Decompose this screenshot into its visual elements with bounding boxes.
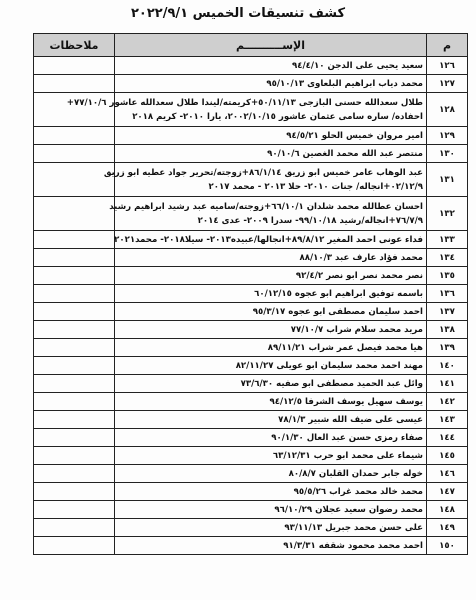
row-number: ١٤٢ — [427, 393, 468, 411]
row-name — [115, 501, 427, 519]
row-name — [115, 285, 427, 303]
row-notes — [34, 285, 115, 303]
table-row — [34, 375, 468, 393]
name-line: محمد خالد محمد غراب ٩٥/٥/٢٦ — [293, 486, 423, 497]
row-name — [115, 145, 427, 163]
row-name — [115, 465, 427, 483]
schedule-table — [33, 33, 468, 555]
row-name — [115, 519, 427, 537]
name-line: شيماء على محمد ابو حرب ٦٣/١٢/٣١ — [272, 450, 423, 461]
name-line: فداء عونى احمد المغير ٨٩/٨/١٢+انجالها/عبيده٢٠١٣- سيلا٢٠١٨- محمد٢٠٢١ — [114, 234, 423, 245]
name-line: مريد محمد سلام شراب ٧٧/١٠/٧ — [290, 324, 423, 335]
table-row — [34, 303, 468, 321]
row-number: ١٣٢ — [427, 197, 468, 231]
name-line: عبد الوهاب عامر خميس ابو زريق ٨٦/١/١٤+زوجته/تحرير جواد عطيه ابو زريق — [103, 167, 423, 178]
row-notes — [34, 197, 115, 231]
name-line: محمد رضوان سعيد عجلان ٩٦/١٠/٢٩ — [274, 504, 423, 515]
table-row — [34, 75, 468, 93]
row-notes — [34, 163, 115, 197]
name-line: امير مروان خميس الحلو ٩٤/٥/٢١ — [286, 130, 423, 141]
row-number: ١٤٧ — [427, 483, 468, 501]
table-header-row — [34, 34, 468, 57]
row-name — [115, 267, 427, 285]
row-notes — [34, 249, 115, 267]
row-notes — [34, 127, 115, 145]
table-row — [34, 537, 468, 555]
row-name — [115, 75, 427, 93]
row-notes — [34, 393, 115, 411]
table-row — [34, 321, 468, 339]
header-number: م — [427, 34, 468, 57]
row-number: ١٣٥ — [427, 267, 468, 285]
row-name — [115, 537, 427, 555]
row-name — [103, 163, 427, 197]
name-line: منتصر عبد الله محمد الغصين ٩٠/١٠/٦ — [267, 148, 423, 159]
row-name — [115, 303, 427, 321]
row-number: ١٣٨ — [427, 321, 468, 339]
row-number: ١٢٧ — [427, 75, 468, 93]
table-row — [34, 447, 468, 465]
table-row — [34, 483, 468, 501]
row-number: ١٤٦ — [427, 465, 468, 483]
table-row — [34, 197, 468, 231]
row-notes — [34, 465, 115, 483]
name-line: مهند احمد محمد سليمان ابو عويلى ٨٢/١١/٢٧ — [235, 360, 423, 371]
row-name — [115, 447, 427, 465]
row-name — [115, 357, 427, 375]
row-notes — [34, 519, 115, 537]
name-line: وائل عبد الحميد مصطفى ابو صفيه ٧٣/٦/٣٠ — [240, 378, 423, 389]
row-notes — [34, 483, 115, 501]
header-notes: ملاحظات — [34, 34, 115, 57]
table-row — [34, 57, 468, 75]
table-row — [34, 501, 468, 519]
row-number: ١٣١ — [427, 163, 468, 197]
row-name — [115, 321, 427, 339]
name-line: صفاء رمزى حسن عبد العال ٩٠/١/٣٠ — [271, 432, 423, 443]
table-row — [34, 127, 468, 145]
table-row — [34, 411, 468, 429]
row-name — [115, 249, 427, 267]
table-row — [34, 145, 468, 163]
row-number: ١٢٦ — [427, 57, 468, 75]
name-line: هيا محمد فيصل عمر شراب ٨٩/١١/٢١ — [267, 342, 423, 353]
name-line: احمد سليمان مصطفى ابو عجوه ٩٥/٣/١٧ — [252, 306, 423, 317]
row-number: ١٢٩ — [427, 127, 468, 145]
row-notes — [34, 447, 115, 465]
row-number: ١٤٩ — [427, 519, 468, 537]
row-number: ١٤١ — [427, 375, 468, 393]
table-row — [34, 339, 468, 357]
name-line: خوله جابر حمدان القلبان ٨٠/٨/٧ — [288, 468, 423, 479]
row-name — [66, 93, 427, 127]
name-line: احفاده/ ساره سامى عثمان عاشور ٢٠٠٢/١٠/١٥، يارا ٢٠١٠- كريم ٢٠١٨ — [132, 111, 423, 122]
row-notes — [34, 411, 115, 429]
row-name — [115, 411, 427, 429]
row-number: ١٣٣ — [427, 231, 468, 249]
table-row — [34, 465, 468, 483]
table-row — [34, 231, 468, 249]
row-notes — [34, 375, 115, 393]
name-line: احسان عطالله محمد شلدان ٦٦/١٠/١+زوجته/ساميه عبد رشيد ابراهيم رشيد — [109, 201, 423, 212]
row-name — [109, 197, 427, 231]
row-number: ١٣٤ — [427, 249, 468, 267]
table-row — [34, 267, 468, 285]
name-line: احمد محمد محمود شقفه ٩١/٣/٣١ — [283, 540, 423, 551]
row-notes — [34, 75, 115, 93]
table-body — [34, 57, 468, 555]
row-number: ١٣٧ — [427, 303, 468, 321]
table-row — [34, 163, 468, 197]
row-notes — [34, 537, 115, 555]
row-name — [115, 483, 427, 501]
name-line: عيسى على ضيف الله شبير ٧٨/١/٣ — [278, 414, 423, 425]
table-row — [34, 393, 468, 411]
row-number: ١٣٩ — [427, 339, 468, 357]
row-name — [115, 393, 427, 411]
row-notes — [34, 501, 115, 519]
row-notes — [34, 357, 115, 375]
name-line: محمد دياب ابراهيم البلعاوى ٩٥/١٠/١٣ — [266, 78, 423, 89]
row-number: ١٤٨ — [427, 501, 468, 519]
row-number: ١٤٤ — [427, 429, 468, 447]
name-line: باسمه توفيق ابراهيم ابو عجوه ٦٠/١٢/١٥ — [254, 288, 423, 299]
table-row — [34, 285, 468, 303]
header-name: الإســــــــــم — [115, 34, 427, 57]
row-number: ١٣٦ — [427, 285, 468, 303]
row-name — [115, 429, 427, 447]
row-notes — [34, 57, 115, 75]
name-line: ٧٦/٧/٩+انجاله/رشيد ٩٩/١٠/١٨- سدرا ٢٠٠٩- عدى ٢٠١٤ — [197, 215, 423, 226]
row-notes — [34, 321, 115, 339]
row-name — [115, 231, 427, 249]
name-line: طلال سعدالله حسنى البازجى ٥٠/١١/١٣+كريمته/ليندا طلال سعدالله عاشور ٧٧/١٠/٦+ — [66, 97, 423, 108]
row-name — [115, 375, 427, 393]
row-number: ١٤٠ — [427, 357, 468, 375]
table-row — [34, 429, 468, 447]
name-line: محمد فؤاد عارف عبد ٨٨/١٠/٣ — [299, 252, 423, 263]
row-name — [115, 127, 427, 145]
name-line: ٠٢/١٢/٩+انجاله/ جنات ٢٠١٠- حلا ٢٠١٣ - محمد ٢٠١٧ — [208, 181, 423, 192]
row-notes — [34, 429, 115, 447]
row-number: ١٣٠ — [427, 145, 468, 163]
row-number: ١٢٨ — [427, 93, 468, 127]
table-row — [34, 357, 468, 375]
row-notes — [34, 145, 115, 163]
table-row — [34, 249, 468, 267]
name-line: يوسف سهيل يوسف الشرفا ٩٤/١٢/٥ — [269, 396, 423, 407]
document-title: كشف تنسيقات الخميس ٢٠٢٢/٩/١ — [130, 6, 346, 21]
name-line: على حسن محمد جبريل ٩٣/١١/١٣ — [284, 522, 423, 533]
table-row — [34, 93, 468, 127]
row-notes — [34, 339, 115, 357]
row-notes — [34, 267, 115, 285]
row-number: ١٤٥ — [427, 447, 468, 465]
row-notes — [34, 303, 115, 321]
row-name — [115, 57, 427, 75]
name-line: سعيد يحيى على الدجن ٩٤/٤/١٠ — [291, 60, 423, 71]
row-notes — [34, 231, 115, 249]
row-name — [115, 339, 427, 357]
table-row — [34, 519, 468, 537]
row-number: ١٥٠ — [427, 537, 468, 555]
row-number: ١٤٣ — [427, 411, 468, 429]
name-line: نصر محمد نصر ابو نصر ٩٢/٤/٢ — [295, 270, 423, 281]
